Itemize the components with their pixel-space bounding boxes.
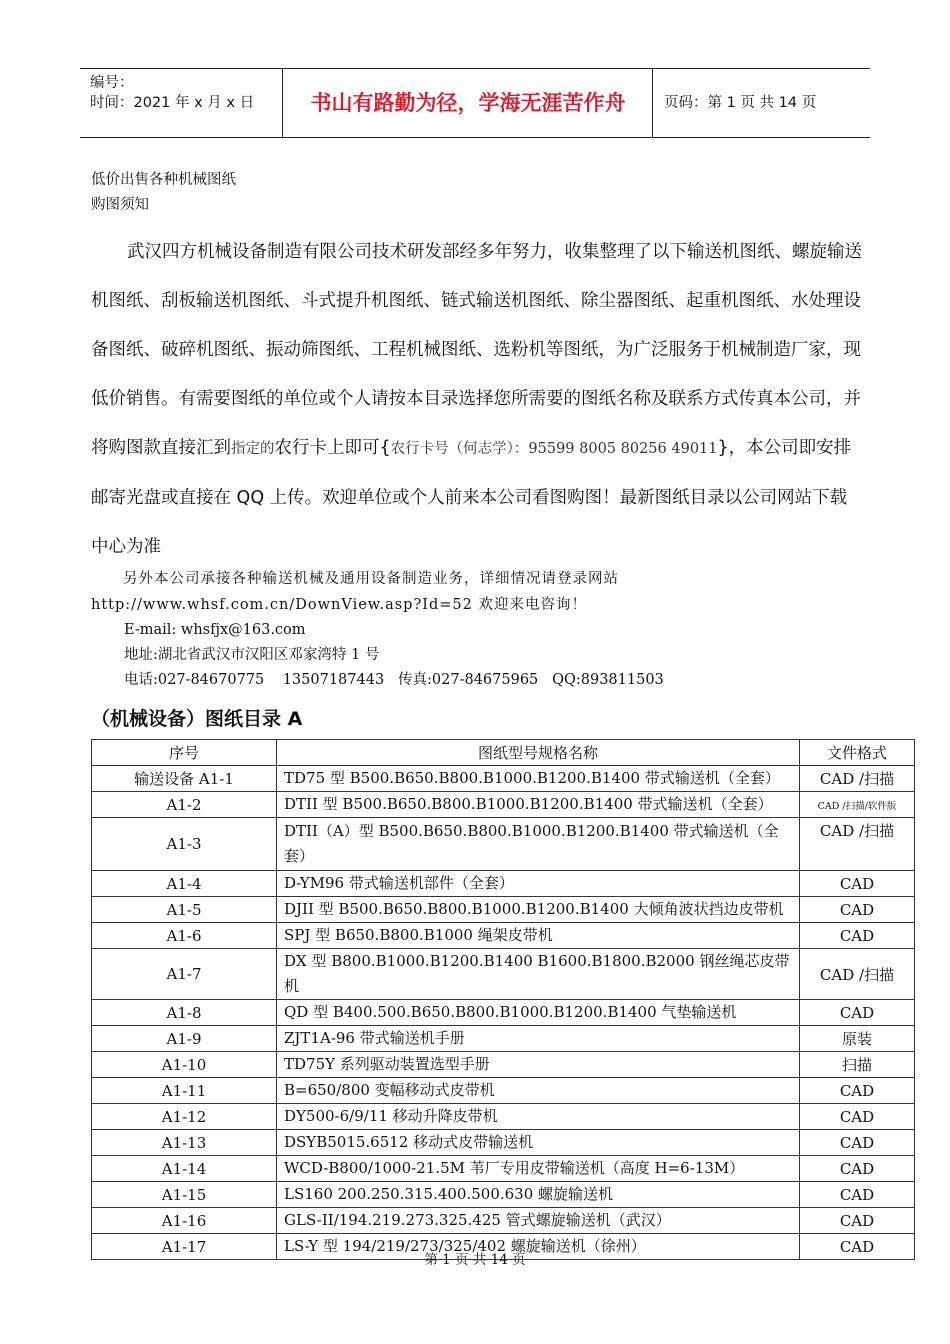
bank-card-info: 农行卡号（何志学）：95599 8005 80256 49011	[390, 441, 718, 457]
column-header: 序号	[92, 740, 277, 766]
table-row	[92, 1052, 915, 1078]
row-format: CAD	[800, 1104, 915, 1130]
row-name: LS160 200.250.315.400.500.630 螺旋输送机	[277, 1182, 800, 1208]
row-id: A1-3	[92, 818, 277, 871]
row-name: DSYB5015.6512 移动式皮带输送机	[277, 1130, 800, 1156]
intro-line-sale: 低价出售各种机械图纸	[91, 172, 236, 188]
row-name: DJII 型 B500.B650.B800.B1000.B1200.B1400 大倾角波状挡边皮带机	[277, 897, 800, 923]
table-row	[92, 792, 915, 818]
page-footer: 第 1 页 共 14 页	[424, 1252, 526, 1268]
row-format: 原装	[800, 1026, 915, 1052]
row-name: DX 型 B800.B1000.B1200.B1400 B1600.B1800.B2000 钢丝绳芯皮带机	[277, 949, 800, 1000]
header-meta	[90, 73, 280, 113]
row-format: CAD /扫描	[800, 949, 915, 1000]
row-name: SPJ 型 B650.B800.B1000 绳架皮带机	[277, 923, 800, 949]
row-name: TD75 型 B500.B650.B800.B1000.B1200.B1400 带式输送机（全套）	[277, 766, 800, 792]
row-id: A1-16	[92, 1208, 277, 1234]
purchase-notice-paragraph	[91, 228, 863, 572]
header-divider	[652, 69, 653, 137]
row-name: WCD-B800/1000-21.5M 苇厂专用皮带输送机（高度 H=6-13M）	[277, 1156, 800, 1182]
row-format: CAD	[800, 923, 915, 949]
header-divider	[282, 69, 283, 137]
row-id: A1-17	[92, 1234, 277, 1260]
business-info: 另外本公司承接各种输送机械及通用设备制造业务，详细情况请登录网站 http://www.whsf.com.cn/DownView.asp?Id=52 欢迎来电咨询！	[91, 571, 619, 613]
row-name: DTII 型 B500.B650.B800.B1000.B1200.B1400 带式输送机（全套）	[277, 792, 800, 818]
paragraph-designated: 指定的	[231, 441, 275, 457]
contact-phone: 电话:027-84670775 13507187443 传真:027-84675965 QQ:893811503	[124, 672, 664, 688]
column-header: 图纸型号规格名称	[277, 740, 800, 766]
contact-email: E-mail: whsfjx@163.com	[124, 622, 306, 638]
row-id: A1-8	[92, 1000, 277, 1026]
row-format: 扫描	[800, 1052, 915, 1078]
header-motto: 书山有路勤为径，学海无涯苦作舟	[310, 91, 626, 115]
row-format: CAD	[800, 1182, 915, 1208]
table-row	[92, 949, 915, 1000]
catalog-table	[91, 739, 915, 1260]
doc-time-label: 时间：2021 年 x 月 x 日	[90, 95, 255, 111]
row-format: CAD	[800, 1130, 915, 1156]
page-header	[80, 68, 870, 138]
row-name: B=650/800 变幅移动式皮带机	[277, 1078, 800, 1104]
table-row	[92, 1208, 915, 1234]
catalog-title: （机械设备）图纸目录 A	[91, 708, 303, 730]
row-format: CAD	[800, 1000, 915, 1026]
row-id: A1-11	[92, 1078, 277, 1104]
row-name: D-YM96 带式输送机部件（全套）	[277, 871, 800, 897]
table-row	[92, 1104, 915, 1130]
table-row	[92, 818, 915, 871]
row-format: CAD	[800, 1234, 915, 1260]
row-id: A1-9	[92, 1026, 277, 1052]
table-row	[92, 1026, 915, 1052]
row-name: DY500-6/9/11 移动升降皮带机	[277, 1104, 800, 1130]
table-row	[92, 1156, 915, 1182]
contact-address: 地址:湖北省武汉市汉阳区邓家湾特 1 号	[124, 647, 380, 663]
table-row	[92, 897, 915, 923]
table-row	[92, 766, 915, 792]
table-row	[92, 1078, 915, 1104]
row-id: A1-10	[92, 1052, 277, 1078]
row-name: QD 型 B400.500.B650.B800.B1000.B1200.B1400 气垫输送机	[277, 1000, 800, 1026]
paragraph-card-prefix: 农行卡上即可{	[274, 438, 391, 458]
row-id: A1-7	[92, 949, 277, 1000]
row-id: A1-14	[92, 1156, 277, 1182]
table-row	[92, 871, 915, 897]
row-format: CAD	[800, 897, 915, 923]
row-format: CAD /扫描	[800, 766, 915, 792]
row-name: TD75Y 系列驱动装置选型手册	[277, 1052, 800, 1078]
row-id: A1-5	[92, 897, 277, 923]
row-name: LS-Y 型 194/219/273/325/402 螺旋输送机（徐州）	[277, 1234, 800, 1260]
table-header-row	[92, 740, 915, 766]
table-row	[92, 923, 915, 949]
row-id: A1-2	[92, 792, 277, 818]
row-name: DTII（A）型 B500.B650.B800.B1000.B1200.B1400 带式输送机（全套）	[277, 818, 800, 871]
row-id: A1-15	[92, 1182, 277, 1208]
row-format: CAD	[800, 871, 915, 897]
paragraph-main-text: 武汉四方机械设备制造有限公司技术研发部经多年努力，收集整理了以下输送机图纸、螺旋输送机图纸、刮板输送机图纸、斗式提升机图纸、链式输送机图纸、除尘器图纸、起重机图纸、水处理设备图纸、破碎机图纸、振动筛图纸、工程机械图纸、选粉机等图纸，为广泛服务于机械制造厂家，现低价销售。有需要图纸的单位或个人请按本目录选择您所需要的图纸名称及联系方式传真本公司，并将购图款直接汇到	[91, 242, 862, 458]
intro-line-notice: 购图须知	[91, 197, 149, 213]
row-id: 输送设备 A1-1	[92, 766, 277, 792]
table-row	[92, 1000, 915, 1026]
row-format: CAD /扫描	[800, 818, 915, 871]
row-id: A1-6	[92, 923, 277, 949]
row-id: A1-13	[92, 1130, 277, 1156]
row-name: ZJT1A-96 带式输送机手册	[277, 1026, 800, 1052]
row-format: CAD	[800, 1208, 915, 1234]
column-header: 文件格式	[800, 740, 915, 766]
doc-number-label: 编号：	[90, 75, 134, 91]
header-page-info: 页码：第 1 页 共 14 页	[664, 95, 817, 111]
row-name: GLS-II/194.219.273.325.425 管式螺旋输送机（武汉）	[277, 1208, 800, 1234]
table-row	[92, 1182, 915, 1208]
row-id: A1-4	[92, 871, 277, 897]
row-format: CAD	[800, 1156, 915, 1182]
row-id: A1-12	[92, 1104, 277, 1130]
row-format: CAD /扫描/软件版	[800, 792, 915, 818]
paragraph-tail-text: }，本公司即安排邮寄光盘或直接在 QQ 上传。欢迎单位或个人前来本公司看图购图！最新图纸目录以公司网站下载中心为准	[91, 438, 852, 557]
table-row	[92, 1130, 915, 1156]
row-format: CAD	[800, 1078, 915, 1104]
